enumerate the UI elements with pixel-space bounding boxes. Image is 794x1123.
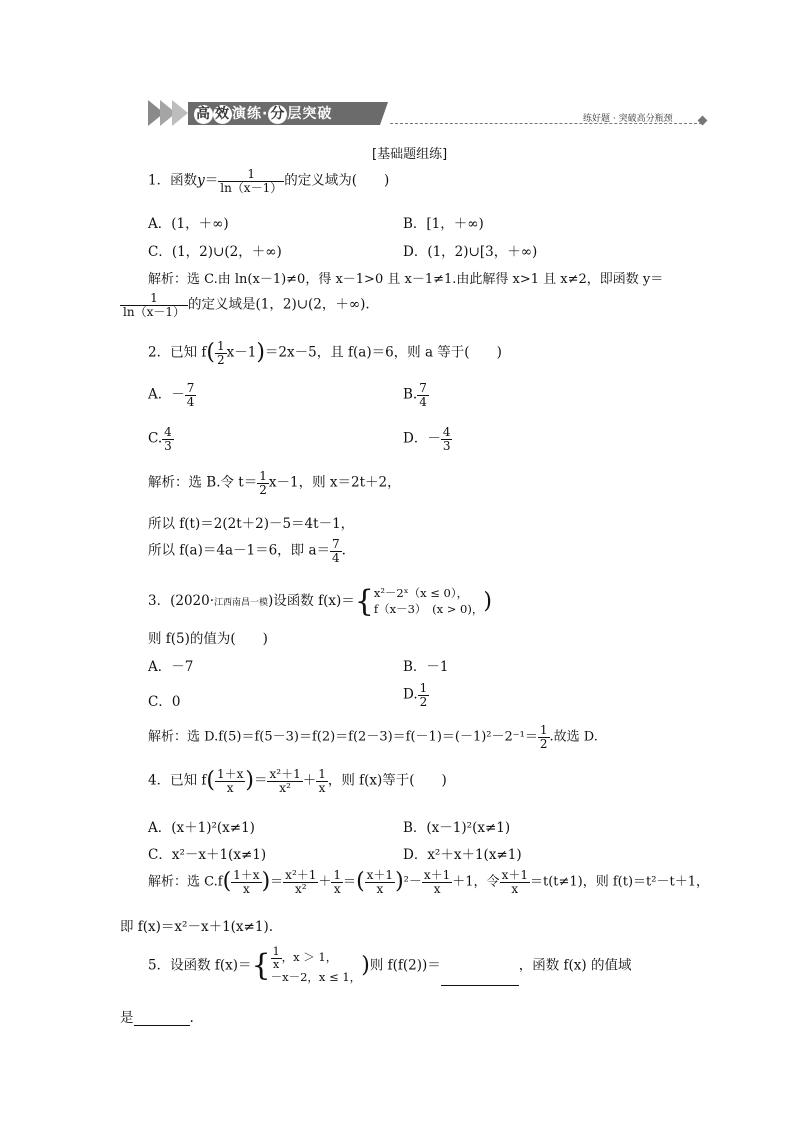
q3-stem: 3．(2020·江西南昌一模)设函数 f(x)＝{ x²－2ˣ（x ≤ 0）， f（x－3） (x > 0)， ) xyxy=(148,583,492,619)
q3-option-a: A．－7 xyxy=(148,659,194,675)
q1-solution-line1: 解析：选 C.由 ln(x－1)≠0，得 x－1>0 且 x－1≠1.由此解得 x>1 且 x≠2，即函数 y＝ xyxy=(148,272,664,287)
header-banner xyxy=(148,100,388,127)
q4-solution-line2: 即 f(x)＝x²－x＋1(x≠1). xyxy=(120,919,274,935)
q3-option-b: B．－1 xyxy=(403,659,449,675)
q4-option-b: B．(x－1)²(x≠1) xyxy=(403,820,511,836)
header-slogan: 练好题 · 突破高分瓶颈 xyxy=(583,114,673,124)
q2-solution-line2: 所以 f(t)＝2(2t＋2)－5＝4t－1， xyxy=(148,516,355,532)
q4-option-c: C．x²－x＋1(x≠1) xyxy=(148,847,267,863)
q3-solution: 解析：选 D.f(5)＝f(5－3)＝f(2)＝f(2－3)＝f(－1)＝(－1)²－2⁻¹＝ $\frac{1}{2}$ .故选 D. xyxy=(148,723,598,751)
q1-option-a: A．(1，＋∞) xyxy=(148,216,229,232)
q2-option-d: D．－ $\frac{4}{3}$ xyxy=(403,425,451,453)
q5-answer-blank-1[interactable] xyxy=(441,985,519,986)
chevron-right-icon xyxy=(172,100,188,126)
section-title: [基础题组练] xyxy=(372,147,448,162)
q3-stem-line2: 则 f(5)的值为( ) xyxy=(148,631,268,647)
q2-solution-line3: 所以 f(a)＝4a－1＝6，即 a＝ $\frac{7}{4}$ . xyxy=(148,537,346,565)
q4-solution-line1: 解析：选 C.f( $\frac{1+x}{x}$ )＝ $\frac{\text{x²＋1}}{\text{x²}}$ ＋ $\frac{1}{x}$ ＝( $\frac{x+1}{x}$ )²－ $\frac{x+1}{x}$ ＋1，令 $\frac{x+1}{x}$ ＝t(t≠1)，则 f(t)＝t²－t＋1， xyxy=(148,868,709,896)
q4-stem: 4．已知 f( $\frac{1+x}{x}$ )＝ $\frac{\text{x²＋1}}{\text{x²}}$ ＋ $\frac{1}{x}$ ，则 f(x)等于( ) xyxy=(148,767,447,795)
q2-option-a: A．－ $\frac{7}{4}$ xyxy=(148,381,195,409)
q1-option-c: C．(1，2)∪(2，＋∞) xyxy=(148,244,282,260)
q2-stem: 2．已知 f( $\frac{1}{2}$ x－1)＝2x－5，且 f(a)＝6，则 a 等于( ) xyxy=(148,339,502,367)
q3-option-c: C．0 xyxy=(148,694,181,710)
q1-solution-line2: $\frac{1}{\ln(x-1)}$ 的定义域是(1，2)∪(2，＋∞). xyxy=(120,292,370,318)
q5-stem: 5．设函数 f(x)＝{ $\frac{1}{x}$ ，x ＞ 1， －x－2，x ≤ 1， )则 f(f(2))＝ ，函数 f(x) 的值域 xyxy=(148,945,632,985)
q5-stem-line2: 是 . xyxy=(120,1010,194,1026)
q1-fraction: $\frac{1}{\ln(x-1)}$ xyxy=(220,167,283,195)
q2-solution-line1: 解析：选 B.令 t＝ $\frac{1}{2}$ x－1，则 x＝2t＋2， xyxy=(148,469,401,497)
q4-option-a: A．(x＋1)²(x≠1) xyxy=(148,820,255,836)
q4-option-d: D．x²＋x＋1(x≠1) xyxy=(403,847,522,863)
q2-option-c: C. $\frac{4}{3}$ xyxy=(148,425,172,453)
q1-stem: 1．函数y＝ $\frac{1}{\ln(x-1)}$ 的定义域为( ) xyxy=(148,167,390,195)
q1-option-b: B．[1，＋∞) xyxy=(403,216,484,232)
q3-option-d: D. $\frac{1}{2}$ xyxy=(403,681,428,709)
banner-title: 高 效 演练· 分 层突破 xyxy=(196,106,333,122)
q2-option-b: B. $\frac{7}{4}$ xyxy=(403,381,427,409)
q5-answer-blank-2[interactable] xyxy=(134,1025,190,1026)
q1-option-d: D．(1，2)∪[3，＋∞) xyxy=(403,244,538,260)
